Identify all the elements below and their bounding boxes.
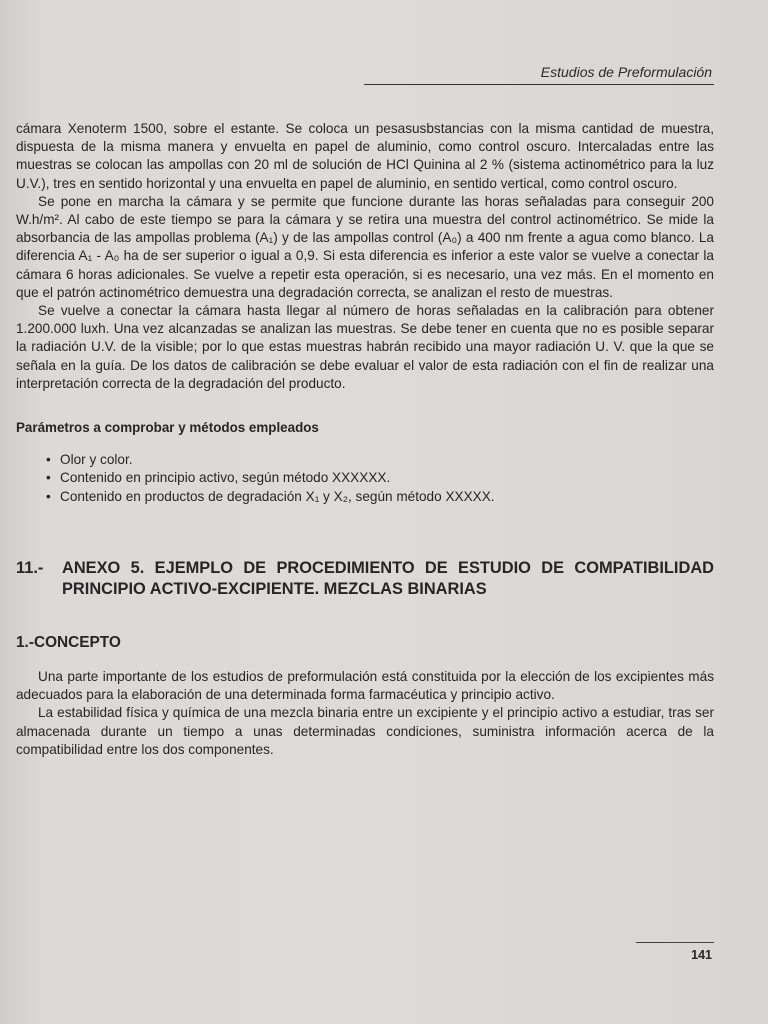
page-number: 141 [691, 948, 712, 962]
body-paragraph: Se vuelve a conectar la cámara hasta llegar al número de horas señaladas en la calibración para obtener 1.200.000 luxh. Una vez alcanzadas se analizan las muestras. Se debe tener en cuenta que no es posible separar la radiación U.V. de la visible; por lo que estas muestras habrán recibido una mayor radiación U. V. que la que se señala en la guía. De los datos de calibración se debe evaluar el valor de esta radiación con el fin de realizar una interpretación correcta de la degradación del producto. [16, 303, 714, 391]
list-item: • Contenido en principio activo, según método XXXXXX. [46, 469, 714, 487]
list-item: • Contenido en productos de degradación X₁ y X₂, según método XXXXX. [46, 488, 714, 506]
params-list [16, 451, 714, 506]
params-heading: Parámetros a comprobar y métodos empleados [16, 420, 319, 436]
body-paragraph: Se pone en marcha la cámara y se permite que funcione durante las horas señaladas para conseguir 200 W.h/m². Al cabo de este tiempo se para la cámara y se retira una muestra del control actinométrico. Se mide la absorbancia de las ampollas problema (A₁) y de las ampollas control (A₀) a 400 nm frente a agua como blanco. La diferencia A₁ - A₀ ha de ser superior o igual a 0,9. Si esta diferencia es inferior a este valor se vuelve a conectar la cámara 6 horas adicionales. Se vuelve a repetir esta operación, si es necesario, una vez más. En el momento en que el patrón actinométrico demuestra una degradación correcta, se analizan el resto de muestras. [16, 193, 714, 300]
body-paragraph: cámara Xenoterm 1500, sobre el estante. Se coloca un pesasusbstancias con la misma cantidad de muestra, dispuesta de la misma manera y envuelta en papel de aluminio, como control oscuro. Intercaladas entre las muestras se colocan las ampollas con 20 ml de solución de HCl Quinina al 2 % (sistema actinométrico para la luz U.V.), tres en sentido horizontal y una envuelta en papel de aluminio, en sentido vertical, como control oscuro. [16, 121, 714, 191]
footer-rule [636, 942, 714, 943]
page-content [16, 120, 714, 759]
running-header-title: Estudios de Preformulación [540, 64, 712, 80]
list-item: • Olor y color. [46, 451, 714, 469]
concept-heading: 1.-CONCEPTO [16, 633, 121, 651]
annex-heading [16, 558, 714, 600]
running-header [364, 60, 714, 85]
annex-number: 11.- [16, 558, 44, 577]
concept-paragraph: La estabilidad física y química de una mezcla binaria entre un excipiente y el principio activo a estudiar, tras ser almacenada durante un tiempo a unas determinadas condiciones, suministra información acerca de la compatibilidad entre los dos componentes. [16, 705, 714, 757]
concept-paragraph: Una parte importante de los estudios de preformulación está constituida por la elección de los excipientes más adecuados para la elaboración de una determinada forma farmacéutica y principio activo. [16, 669, 714, 703]
annex-title: ANEXO 5. EJEMPLO DE PROCEDIMIENTO DE ESTUDIO DE COMPATIBILIDAD PRINCIPIO ACTIVO-EXCIPIENTE. MEZCLAS BINARIAS [62, 558, 714, 598]
